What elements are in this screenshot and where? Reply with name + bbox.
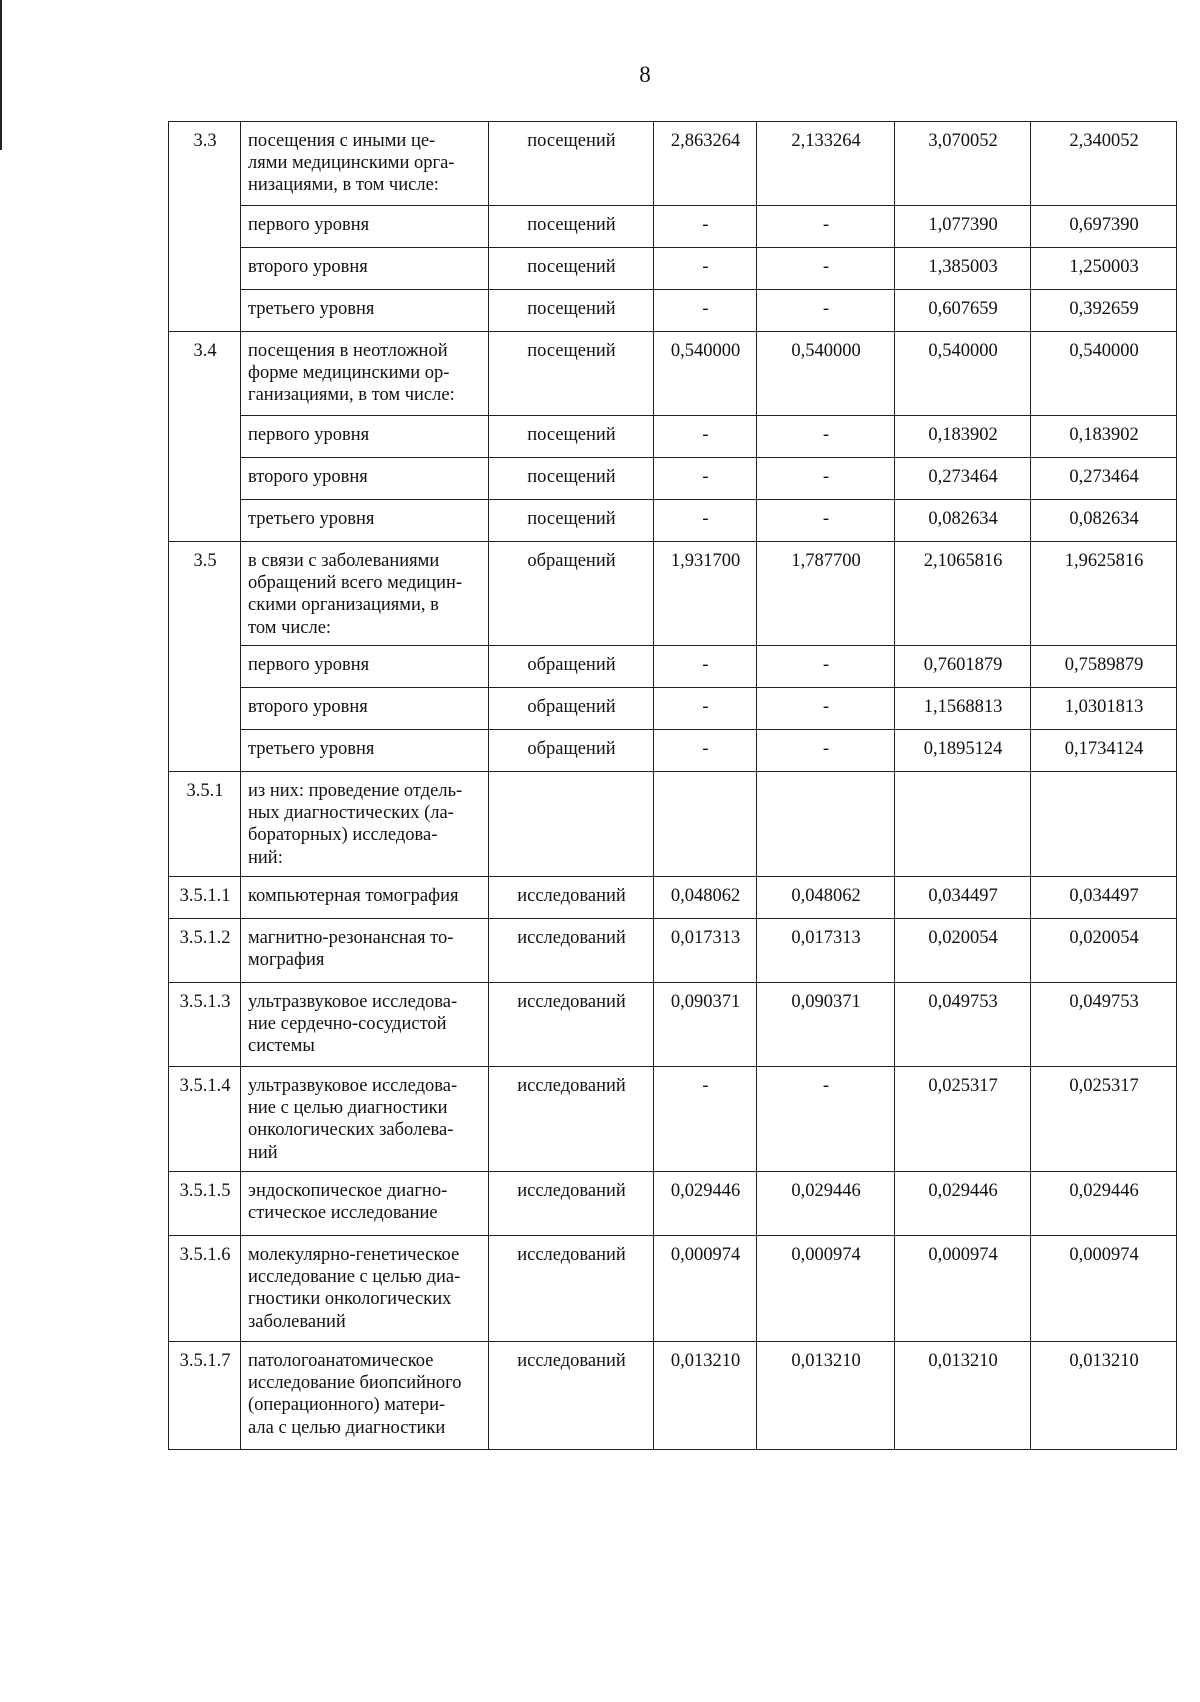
row-value-v2: 2,133264 (757, 122, 895, 206)
row-unit: исследований (489, 919, 654, 983)
row-unit: посещений (489, 248, 654, 290)
description-line: ганизациями, в том числе: (248, 385, 455, 406)
row-unit: обращений (489, 646, 654, 688)
row-unit: исследований (489, 1172, 654, 1236)
row-value-v4: 0,049753 (1031, 983, 1177, 1067)
row-value-v1: 0,000974 (654, 1236, 757, 1342)
description-line: ний: (248, 847, 283, 868)
table-row (169, 542, 1177, 646)
row-value-v2: 0,017313 (757, 919, 895, 983)
row-description (241, 730, 489, 772)
description-line: исследование с целью диа- (248, 1267, 461, 1288)
row-value-v4: 0,082634 (1031, 500, 1177, 542)
table-row (169, 983, 1177, 1067)
row-value-v3: 0,049753 (895, 983, 1031, 1067)
description-line: гностики онкологических (248, 1289, 452, 1310)
row-unit: исследований (489, 1342, 654, 1450)
row-description (241, 1067, 489, 1172)
row-value-v3: 0,000974 (895, 1236, 1031, 1342)
row-number: 3.4 (169, 332, 241, 542)
row-value-v4: 0,273464 (1031, 458, 1177, 500)
row-value-v4: 1,250003 (1031, 248, 1177, 290)
description-line: магнитно-резонансная то- (248, 928, 454, 948)
row-value-v4: 0,7589879 (1031, 646, 1177, 688)
row-value-v2: - (757, 1067, 895, 1172)
row-description (241, 542, 489, 646)
row-unit: посещений (489, 122, 654, 206)
row-value-v3: 0,273464 (895, 458, 1031, 500)
row-value-v1: - (654, 248, 757, 290)
row-value-v2: 0,090371 (757, 983, 895, 1067)
description-line: из них: проведение отдель- (248, 781, 463, 801)
table-row (169, 416, 1177, 458)
row-value-v1: - (654, 416, 757, 458)
description-line: бораторных) исследова- (248, 825, 438, 846)
row-unit: посещений (489, 332, 654, 416)
description-line: посещения в неотложной (248, 341, 448, 361)
description-line: исследование биопсийного (248, 1373, 462, 1394)
description-line: низациями, в том числе: (248, 175, 439, 196)
row-description (241, 248, 489, 290)
row-value-v3: 3,070052 (895, 122, 1031, 206)
row-description (241, 332, 489, 416)
row-value-v3: 0,082634 (895, 500, 1031, 542)
row-value-v4: 1,9625816 (1031, 542, 1177, 646)
row-unit: исследований (489, 983, 654, 1067)
table-row (169, 646, 1177, 688)
row-value-v4: 0,020054 (1031, 919, 1177, 983)
row-value-v2 (757, 772, 895, 877)
row-value-v1: - (654, 458, 757, 500)
row-description (241, 983, 489, 1067)
row-description (241, 646, 489, 688)
table-row (169, 332, 1177, 416)
table-row (169, 122, 1177, 206)
row-value-v2: 1,787700 (757, 542, 895, 646)
row-number: 3.5.1.1 (169, 877, 241, 919)
row-value-v4: 2,340052 (1031, 122, 1177, 206)
row-value-v2: - (757, 248, 895, 290)
description-line: второго уровня (248, 697, 368, 717)
description-line: (операционного) матери- (248, 1395, 446, 1416)
row-value-v1: - (654, 730, 757, 772)
row-description (241, 1172, 489, 1236)
row-description (241, 122, 489, 206)
description-line: второго уровня (248, 467, 368, 487)
row-value-v1: - (654, 290, 757, 332)
description-line: ние с целью диагностики (248, 1098, 448, 1119)
description-line: ультразвуковое исследова- (248, 992, 458, 1012)
row-value-v2: 0,029446 (757, 1172, 895, 1236)
description-line: ных диагностических (ла- (248, 803, 454, 824)
table-row (169, 730, 1177, 772)
row-value-v2: - (757, 688, 895, 730)
row-unit: обращений (489, 542, 654, 646)
row-value-v3: 0,1895124 (895, 730, 1031, 772)
row-description (241, 500, 489, 542)
row-value-v1 (654, 772, 757, 877)
row-unit: посещений (489, 290, 654, 332)
row-number: 3.5.1 (169, 772, 241, 877)
table-row (169, 877, 1177, 919)
row-description (241, 206, 489, 248)
description-line: первого уровня (248, 655, 370, 675)
row-value-v3: 0,7601879 (895, 646, 1031, 688)
row-value-v3: 0,029446 (895, 1172, 1031, 1236)
table-row (169, 206, 1177, 248)
row-number: 3.3 (169, 122, 241, 332)
table-row (169, 1172, 1177, 1236)
row-value-v1: 0,029446 (654, 1172, 757, 1236)
row-unit: обращений (489, 730, 654, 772)
description-line: патологоанатомическое (248, 1351, 434, 1371)
row-value-v3: 1,385003 (895, 248, 1031, 290)
row-unit: исследований (489, 1067, 654, 1172)
row-value-v3: 0,607659 (895, 290, 1031, 332)
row-value-v3: 0,020054 (895, 919, 1031, 983)
row-description (241, 1342, 489, 1450)
row-value-v1: 1,931700 (654, 542, 757, 646)
row-description (241, 919, 489, 983)
row-description (241, 688, 489, 730)
description-line: в связи с заболеваниями (248, 551, 440, 571)
table-row (169, 458, 1177, 500)
description-line: второго уровня (248, 257, 368, 277)
row-description (241, 1236, 489, 1342)
description-line: том числе: (248, 617, 332, 638)
description-line: лями медицинскими орга- (248, 153, 455, 174)
table-row (169, 1067, 1177, 1172)
row-value-v4: 0,540000 (1031, 332, 1177, 416)
row-value-v4: 0,025317 (1031, 1067, 1177, 1172)
row-value-v4: 0,000974 (1031, 1236, 1177, 1342)
description-line: компьютерная томография (248, 886, 459, 906)
row-value-v1: - (654, 646, 757, 688)
row-value-v2: - (757, 458, 895, 500)
row-value-v4: 1,0301813 (1031, 688, 1177, 730)
row-value-v1: 0,090371 (654, 983, 757, 1067)
description-line: обращений всего медицин- (248, 573, 463, 594)
row-unit: посещений (489, 206, 654, 248)
table-row (169, 1342, 1177, 1450)
table-row (169, 772, 1177, 877)
row-value-v2: 0,048062 (757, 877, 895, 919)
row-value-v3: 0,540000 (895, 332, 1031, 416)
row-value-v3: 0,025317 (895, 1067, 1031, 1172)
description-line: эндоскопическое диагно- (248, 1181, 448, 1201)
row-value-v2: - (757, 416, 895, 458)
row-value-v2: 0,000974 (757, 1236, 895, 1342)
description-line: ультразвуковое исследова- (248, 1076, 458, 1096)
row-value-v4: 0,1734124 (1031, 730, 1177, 772)
description-line: онкологических заболева- (248, 1120, 454, 1141)
description-line: стическое исследование (248, 1203, 438, 1224)
row-value-v2: - (757, 646, 895, 688)
table-row (169, 500, 1177, 542)
row-number: 3.5.1.6 (169, 1236, 241, 1342)
row-value-v3: 0,013210 (895, 1342, 1031, 1450)
row-value-v2: - (757, 206, 895, 248)
row-value-v3: 2,1065816 (895, 542, 1031, 646)
row-unit: посещений (489, 458, 654, 500)
description-line: ала с целью диагностики (248, 1417, 446, 1438)
table-row (169, 919, 1177, 983)
row-description (241, 290, 489, 332)
row-unit: обращений (489, 688, 654, 730)
row-description (241, 458, 489, 500)
description-line: первого уровня (248, 215, 370, 235)
row-value-v1: 0,540000 (654, 332, 757, 416)
description-line: ний (248, 1142, 278, 1163)
table-row (169, 1236, 1177, 1342)
row-value-v1: - (654, 1067, 757, 1172)
row-description (241, 877, 489, 919)
row-unit: исследований (489, 877, 654, 919)
row-number: 3.5.1.3 (169, 983, 241, 1067)
description-line: молекулярно-генетическое (248, 1245, 460, 1265)
description-line: третьего уровня (248, 739, 375, 759)
row-number: 3.5.1.5 (169, 1172, 241, 1236)
row-value-v1: 0,013210 (654, 1342, 757, 1450)
row-value-v4: 0,029446 (1031, 1172, 1177, 1236)
row-value-v3 (895, 772, 1031, 877)
row-value-v4: 0,013210 (1031, 1342, 1177, 1450)
row-description (241, 416, 489, 458)
row-description (241, 772, 489, 877)
row-number: 3.5.1.4 (169, 1067, 241, 1172)
row-value-v4: 0,183902 (1031, 416, 1177, 458)
row-unit: исследований (489, 1236, 654, 1342)
description-line: мография (248, 950, 325, 971)
description-line: заболеваний (248, 1311, 346, 1332)
table-row (169, 290, 1177, 332)
row-value-v1: 0,048062 (654, 877, 757, 919)
description-line: посещения с иными це- (248, 131, 436, 151)
row-value-v2: 0,540000 (757, 332, 895, 416)
row-value-v3: 0,034497 (895, 877, 1031, 919)
row-value-v1: - (654, 500, 757, 542)
row-unit: посещений (489, 500, 654, 542)
description-line: ние сердечно-сосудистой (248, 1014, 447, 1035)
table-row (169, 248, 1177, 290)
row-value-v2: - (757, 500, 895, 542)
row-value-v1: - (654, 688, 757, 730)
row-number: 3.5 (169, 542, 241, 772)
description-line: скими организациями, в (248, 595, 439, 616)
description-line: третьего уровня (248, 299, 375, 319)
row-value-v1: 2,863264 (654, 122, 757, 206)
row-number: 3.5.1.7 (169, 1342, 241, 1450)
row-number: 3.5.1.2 (169, 919, 241, 983)
page-number: 8 (639, 62, 651, 87)
row-value-v2: 0,013210 (757, 1342, 895, 1450)
row-value-v2: - (757, 290, 895, 332)
row-value-v3: 1,1568813 (895, 688, 1031, 730)
description-line: форме медицинскими ор- (248, 363, 450, 384)
indicators-table (168, 121, 1177, 1450)
row-value-v3: 0,183902 (895, 416, 1031, 458)
row-unit: посещений (489, 416, 654, 458)
row-value-v1: - (654, 206, 757, 248)
row-value-v4: 0,034497 (1031, 877, 1177, 919)
row-unit (489, 772, 654, 877)
row-value-v4: 0,697390 (1031, 206, 1177, 248)
row-value-v4 (1031, 772, 1177, 877)
row-value-v3: 1,077390 (895, 206, 1031, 248)
table-row (169, 688, 1177, 730)
description-line: третьего уровня (248, 509, 375, 529)
row-value-v2: - (757, 730, 895, 772)
description-line: системы (248, 1036, 315, 1057)
description-line: первого уровня (248, 425, 370, 445)
row-value-v1: 0,017313 (654, 919, 757, 983)
row-value-v4: 0,392659 (1031, 290, 1177, 332)
